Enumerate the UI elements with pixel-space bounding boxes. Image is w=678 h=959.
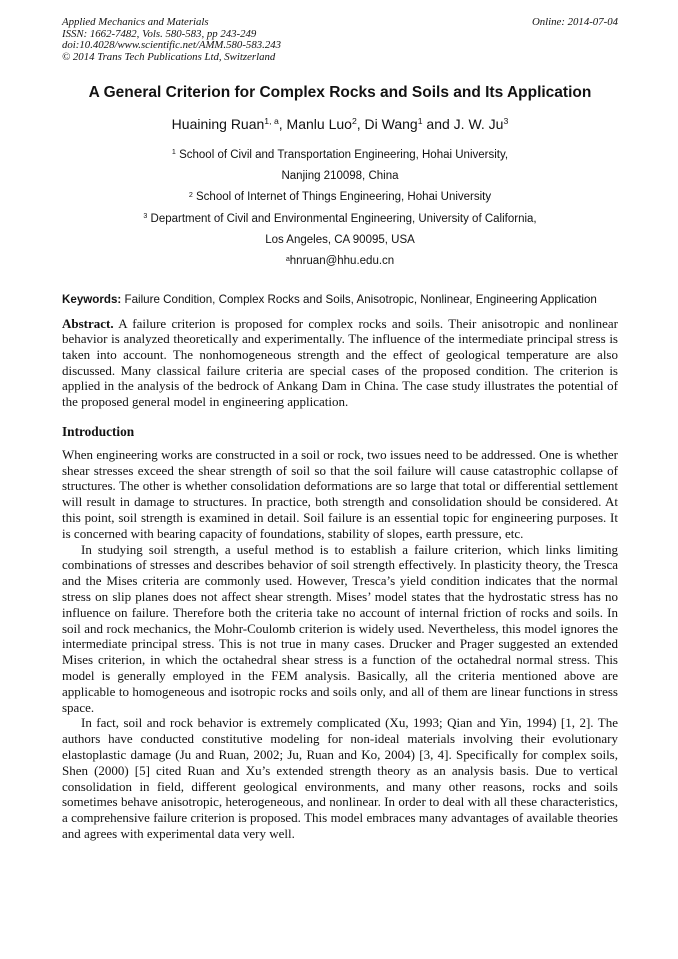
affiliation-text: School of Internet of Things Engineering, Hohai University xyxy=(192,191,492,204)
introduction-paragraph-2: In studying soil strength, a useful method is to establish a failure criterion, which links limiting combinations of stresses and describes behavior of soil strength effectively. In plasticity theory, the Tresca and the Mises criteria are commonly used. However, Tresca’s yield condition indicates that the normal stress on slip planes does not affect shear strength. Mises’ model states that the hydrostatic stress has no influence on failure. Therefore both the criteria take no account of internal friction of rocks and soils. In soil and rock mechanics, the Mohr-Coulomb criterion is widely used. Nevertheless, this model ignores the intermediate principal stress. This is not true in many cases. Drucker and Prager suggested an extended Mises criterion, in which the octahedral shear stress is a function of the octahedral normal stress. This model is generally employed in the FEM analysis. Basically, all the criteria mentioned above are applicable to homogeneous and isotropic rocks and soils only, and all of them are linear functions in stress space. xyxy=(62,541,618,715)
keywords-block xyxy=(62,292,618,307)
affiliation-line xyxy=(62,166,618,187)
affiliation-text: Department of Civil and Environmental Engineering, University of California, xyxy=(147,212,537,225)
journal-copyright: © 2014 Trans Tech Publications Ltd, Switzerland xyxy=(62,51,276,64)
online-date: Online: 2014-07-04 xyxy=(531,16,618,28)
affiliation-line xyxy=(62,187,618,208)
introduction-paragraph-1: When engineering works are constructed in a soil or rock, two issues need to be addressed. One is whether shear stresses exceed the shear strength of soil so that the soil failure will cause catastrophic collapse of structures. The other is whether consolidation deformations are so large that total or differential settlement will result in damage to structures. In practice, both strength and consolidation should be considered. At this point, soil strength is examined in detail. Soil failure is an essential topic for engineering purposes. It is concerned with bearing capacity of foundations, stability of slopes, earth pressure, etc. xyxy=(62,446,618,541)
affiliation-marker: 1 xyxy=(171,148,176,157)
abstract-block xyxy=(62,316,618,410)
affiliations-block xyxy=(62,145,618,273)
journal-title: Applied Mechanics and Materials xyxy=(62,16,209,28)
abstract-text: A failure criterion is proposed for complex rocks and soils. Their anisotropic and nonlinear behavior is analyzed theoretically and experimentally. The influence of the intermediate principal stress is taken into account. The nonhomogeneous strength and the effect of geological temperature are also discussed. Many classical failure criteria are special cases of the proposed condition. The criterion is applied in the analysis of the bedrock of Ankang Dam in China. The case study illustrates the potential of the proposed general model in engineering application. xyxy=(62,315,618,410)
affiliation-text: Los Angeles, CA 90095, USA xyxy=(265,234,415,246)
introduction-paragraph-3: In fact, soil and rock behavior is extremely complicated (Xu, 1993; Qian and Yin, 1994) [1, 2]. The authors have conducted constitutive modeling for non-ideal materials involving their evolutionary elastoplastic damage (Ju and Ruan, 2002; Ju, Ruan and Ko, 2004) [3, 4]. Specifically for complex soils, Shen (2000) [5] cited Ruan and Xu’s extended strength theory as an analysis basis. Due to vertical consolidation in field, different geological environments, and many other reasons, rocks and soils sometimes behave anisotropic, heterogeneous, and nonlinear. In order to deal with all these characteristics, a comprehensive failure criterion is proposed. This model embraces many advantages of available theories and agrees with experimental data very well. xyxy=(62,715,618,841)
author-name: , Di Wang xyxy=(356,115,418,132)
email-marker: a xyxy=(285,254,290,263)
contact-email-line xyxy=(62,251,618,272)
author-affiliation-marker: 1 xyxy=(417,116,423,127)
keywords-label: Keywords: xyxy=(62,292,122,306)
author-affiliation-marker: 2 xyxy=(351,116,357,127)
affiliation-line xyxy=(62,230,618,251)
affiliation-text: Nanjing 210098, China xyxy=(281,170,399,183)
keywords-text: Failure Condition, Complex Rocks and Soils, Anisotropic, Nonlinear, Engineering Application xyxy=(121,292,597,306)
paper-title: A General Criterion for Complex Rocks and Soils and Its Application xyxy=(88,83,592,101)
author-affiliation-marker: 1, a xyxy=(264,116,279,127)
author-affiliation-marker: 3 xyxy=(503,116,509,127)
affiliation-text: School of Civil and Transportation Engineering, Hohai University, xyxy=(175,148,509,161)
author-name: , Manlu Luo xyxy=(278,115,352,132)
journal-issn: ISSN: 1662-7482, Vols. 580-583, pp 243-249 xyxy=(62,27,257,40)
affiliation-line xyxy=(62,145,618,166)
affiliation-line xyxy=(62,209,618,230)
journal-header xyxy=(62,17,618,64)
section-heading-introduction: Introduction xyxy=(62,423,135,439)
journal-header-left xyxy=(62,17,281,64)
authors-line xyxy=(62,116,618,132)
author-name: Huaining Ruan xyxy=(171,115,265,132)
affiliation-marker: 3 xyxy=(143,212,148,221)
author-name: and J. W. Ju xyxy=(422,115,504,132)
journal-doi: doi:10.4028/www.scientific.net/AMM.580-583.243 xyxy=(62,39,282,52)
affiliation-marker: 2 xyxy=(188,190,193,199)
contact-email: hnruan@hhu.edu.cn xyxy=(289,255,395,268)
abstract-label: Abstract. xyxy=(62,315,114,331)
